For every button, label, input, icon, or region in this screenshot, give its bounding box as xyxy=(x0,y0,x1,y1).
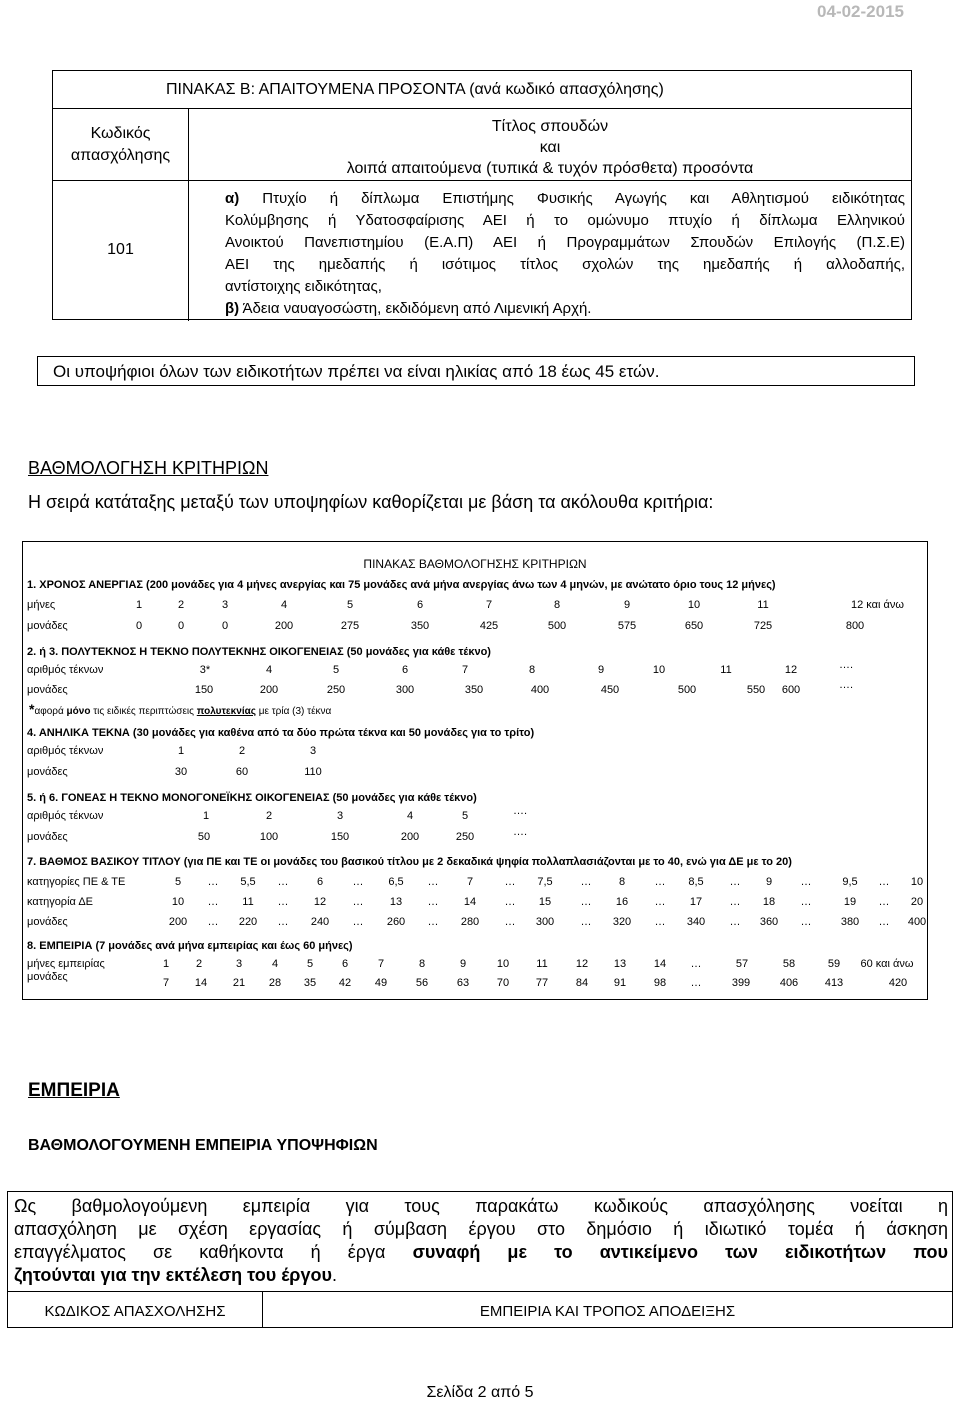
table-cell: 6 xyxy=(416,599,424,611)
experience-description xyxy=(14,1195,948,1287)
table-cell: 5 xyxy=(174,876,182,888)
table-cell: 16 xyxy=(615,896,629,908)
table-cell: 7 xyxy=(377,958,385,970)
table-cell: 400 xyxy=(530,684,550,696)
criteria-title: ΒΑΘΜΟΛΟΓΗΣΗ ΚΡΙΤΗΡΙΩΝ xyxy=(28,458,269,478)
table-cell: 406 xyxy=(779,977,799,989)
footnote-text: τις ειδικές περιπτώσεις xyxy=(90,706,197,717)
table-cell: 650 xyxy=(684,620,704,632)
table-cell: … xyxy=(580,896,592,908)
experience-months-row xyxy=(23,958,927,972)
qualifications-header-line: λοιπά απαιτούμενα (τυπικά & τυχόν πρόσθετα) προσόντα xyxy=(346,160,754,177)
table-cell: 10 xyxy=(652,664,666,676)
qualification-line xyxy=(225,188,905,210)
experience-points-row xyxy=(23,971,927,991)
row-label: αριθμός τέκνων xyxy=(27,664,104,676)
large-family-footnote xyxy=(29,701,331,717)
table-cell: 8 xyxy=(553,599,561,611)
table-cell: 420 xyxy=(888,977,908,989)
row-label: μήνες εμπειρίας xyxy=(27,958,105,970)
row-divider xyxy=(53,180,911,181)
code-column-header: ΚΩΔΙΚΟΣ ΑΠΑΣΧΟΛΗΣΗΣ xyxy=(44,1303,226,1320)
code-header-line: απασχόλησης xyxy=(70,147,171,164)
table-cell: … xyxy=(427,896,439,908)
qualification-line: αντίστοιχης ειδικότητας, xyxy=(225,278,382,295)
table-cell: 57 xyxy=(735,958,749,970)
row-divider xyxy=(8,1291,952,1292)
table-cell: … xyxy=(352,896,364,908)
table-cell: … xyxy=(427,916,439,928)
requirements-table xyxy=(52,70,912,320)
table-cell: 150 xyxy=(330,831,350,843)
table-cell: 1 xyxy=(135,599,143,611)
table-cell: 110 xyxy=(304,766,322,778)
description-line: απασχόληση με σχέση εργασίας ή σύμβαση έργου στο δημόσιο ή ιδιωτικό τομέα ή άσκηση xyxy=(14,1219,948,1239)
table-cell: 17 xyxy=(689,896,703,908)
table-cell: 280 xyxy=(460,916,480,928)
row-label: μονάδες xyxy=(27,684,68,696)
table-cell: … xyxy=(878,916,890,928)
table-cell: 15 xyxy=(538,896,552,908)
table-cell: 1 xyxy=(162,958,170,970)
qualifications-header-line: και xyxy=(539,139,561,156)
table-cell: 4 xyxy=(280,599,288,611)
table-cell: 49 xyxy=(374,977,388,989)
table-cell: 0 xyxy=(221,620,229,632)
table-cell: 11 xyxy=(536,958,548,970)
row-label: κατηγορία ΔΕ xyxy=(27,896,93,908)
table-cell: … xyxy=(352,876,364,888)
table-cell: 2 xyxy=(265,810,273,822)
scoring-table xyxy=(22,541,928,1000)
table-cell: 7 xyxy=(485,599,493,611)
item-b-label: β) xyxy=(225,300,240,317)
table-cell: 8 xyxy=(528,664,536,676)
continuation-mark: …. xyxy=(513,826,528,838)
experience-title: ΕΜΠΕΙΡΙΑ xyxy=(28,1080,120,1101)
section-experience-heading: 8. ΕΜΠΕΙΡΙΑ (7 μονάδες ανά μήνα εμπειρίας και έως 60 μήνες) xyxy=(27,940,353,952)
table-cell: 9 xyxy=(597,664,605,676)
table-cell: 9 xyxy=(459,958,467,970)
table-cell: 1 xyxy=(177,745,185,757)
table-cell: 7 xyxy=(466,876,474,888)
section-large-family-heading: 2. ή 3. ΠΟΛΥΤΕΚΝΟΣ Η ΤΕΚΝΟ ΠΟΛΥΤΕΚΝΗΣ ΟΙΚΟΓΕΝΕΙΑΣ (50 μονάδες για κάθε τέκνο) xyxy=(27,646,491,658)
table-cell: 350 xyxy=(410,620,430,632)
qualification-line: Ανοικτού Πανεπιστημίου (Ε.Α.Π) ΑΕΙ ή Προγραμμάτων Σπουδών Επιλογής (Π.Σ.Ε) xyxy=(225,234,905,251)
table-cell: … xyxy=(800,916,812,928)
table-cell: 725 xyxy=(753,620,773,632)
table-cell: … xyxy=(580,916,592,928)
table-cell: 12 και άνω xyxy=(851,599,904,611)
table-cell: 10 xyxy=(910,876,924,888)
table-cell: 11 xyxy=(242,896,254,908)
table-cell: … xyxy=(800,896,812,908)
table-cell: 3 xyxy=(235,958,243,970)
table-cell: … xyxy=(427,876,439,888)
table-cell: 600 xyxy=(781,684,801,696)
table-cell: 19 xyxy=(843,896,857,908)
table-cell: 150 xyxy=(194,684,214,696)
table-cell: … xyxy=(729,896,741,908)
table-cell: … xyxy=(277,896,289,908)
continuation-mark: …. xyxy=(839,679,854,691)
table-cell: 3 xyxy=(309,745,317,757)
table-cell: 14 xyxy=(653,958,667,970)
table-cell: 20 xyxy=(910,896,924,908)
table-cell: … xyxy=(654,876,666,888)
table-cell: 9 xyxy=(765,876,773,888)
table-cell: 28 xyxy=(268,977,282,989)
table-cell: 12 xyxy=(784,664,798,676)
table-cell: 2 xyxy=(238,745,246,757)
experience-column-header: ΕΜΠΕΙΡΙΑ ΚΑΙ ΤΡΟΠΟΣ ΑΠΟΔΕΙΞΗΣ xyxy=(479,1303,736,1320)
table-cell: 59 xyxy=(827,958,841,970)
description-line: Ως βαθμολογούμενη εμπειρία για τους παρακάτω κωδικούς απασχόλησης νοείται η xyxy=(14,1196,948,1216)
table-cell: 450 xyxy=(600,684,620,696)
minor-children-row xyxy=(23,745,927,759)
degree-grade-points-row xyxy=(23,916,927,930)
qualification-text: Πτυχίο ή δίπλωμα Επιστήμης Φυσικής Αγωγής και Αθλητισμού ειδικότητας xyxy=(262,190,906,207)
table-cell: 7 xyxy=(162,977,170,989)
table-cell: 8,5 xyxy=(688,876,704,888)
row-label: μονάδες xyxy=(27,971,68,983)
table-cell: 0 xyxy=(135,620,143,632)
table-cell: 12 xyxy=(313,896,327,908)
table-cell: 9 xyxy=(623,599,631,611)
table-cell: 13 xyxy=(613,958,627,970)
table-cell: 6,5 xyxy=(388,876,404,888)
table-cell: 7 xyxy=(461,664,469,676)
page-number: Σελίδα 2 από 5 xyxy=(426,1384,534,1401)
table-cell: 0 xyxy=(177,620,185,632)
table-cell: 60 xyxy=(235,766,249,778)
qualification-line: ΑΕΙ της ημεδαπής ή ισότιμος τίτλος σχολών της ημεδαπής ή αλλοδαπής, xyxy=(225,256,905,273)
table-cell: 77 xyxy=(535,977,549,989)
row-label: μήνες xyxy=(27,599,56,611)
table-cell: … xyxy=(690,958,702,970)
table-cell: 5 xyxy=(461,810,469,822)
table-cell: 500 xyxy=(677,684,697,696)
table-cell: 320 xyxy=(612,916,632,928)
item-a-label: α) xyxy=(225,190,240,207)
table-cell: … xyxy=(207,896,219,908)
qualification-line xyxy=(225,298,905,320)
row-label: κατηγορίες ΠΕ & ΤΕ xyxy=(27,876,126,888)
table-cell: … xyxy=(654,896,666,908)
table-cell: … xyxy=(878,876,890,888)
row-label: μονάδες xyxy=(27,831,68,843)
table-cell: 60 και άνω xyxy=(860,958,914,970)
table-cell: … xyxy=(504,876,516,888)
table-cell: … xyxy=(207,916,219,928)
table-cell: 360 xyxy=(759,916,779,928)
table-cell: 5 xyxy=(346,599,354,611)
requirements-table-title: ΠΙΝΑΚΑΣ Β: ΑΠΑΙΤΟΥΜΕΝΑ ΠΡΟΣΟΝΤΑ (ανά κωδικό απασχόλησης) xyxy=(53,71,911,109)
table-cell: 250 xyxy=(455,831,475,843)
experience-subtitle: ΒΑΘΜΟΛΟΓΟΥΜΕΝΗ ΕΜΠΕΙΡΙΑ ΥΠΟΨΗΦΙΩΝ xyxy=(28,1137,378,1154)
table-cell: 5,5 xyxy=(240,876,256,888)
description-text: . xyxy=(331,1265,337,1285)
table-cell: 4 xyxy=(406,810,414,822)
table-cell: 3* xyxy=(199,664,211,676)
table-cell: 275 xyxy=(340,620,360,632)
table-cell: 56 xyxy=(415,977,429,989)
table-cell: … xyxy=(504,896,516,908)
table-cell: 300 xyxy=(395,684,415,696)
table-cell: 399 xyxy=(731,977,751,989)
code-header-line: Κωδικός xyxy=(90,125,151,142)
table-cell: 575 xyxy=(617,620,637,632)
table-cell: 350 xyxy=(464,684,484,696)
qualifications-header-line: Τίτλος σπουδών xyxy=(491,118,609,135)
table-cell: 1 xyxy=(202,810,210,822)
table-cell: … xyxy=(878,896,890,908)
table-cell: 240 xyxy=(310,916,330,928)
table-cell: 2 xyxy=(195,958,203,970)
row-label: αριθμός τέκνων xyxy=(27,810,104,822)
table-cell: 4 xyxy=(265,664,273,676)
qualification-line: Κολύμβησης ή Υδατοσφαίρισης ΑΕΙ ή το ομώνυμο πτυχίο ή δίπλωμα Ελληνικού xyxy=(225,212,905,229)
table-cell: 11 xyxy=(720,664,732,676)
table-cell: 413 xyxy=(824,977,844,989)
large-family-children-row xyxy=(23,659,927,678)
table-cell: 6 xyxy=(316,876,324,888)
row-label: μονάδες xyxy=(27,916,68,928)
table-cell: 500 xyxy=(547,620,567,632)
table-cell: 380 xyxy=(840,916,860,928)
unemployment-points-row xyxy=(23,620,927,634)
table-cell: … xyxy=(690,977,702,989)
table-cell: 2 xyxy=(177,599,185,611)
table-cell: 260 xyxy=(386,916,406,928)
large-family-points-row xyxy=(23,679,927,698)
degree-grade-de-row xyxy=(23,896,927,910)
table-cell: 42 xyxy=(338,977,352,989)
table-cell: 14 xyxy=(463,896,477,908)
table-cell: 3 xyxy=(221,599,229,611)
table-cell: 5 xyxy=(332,664,340,676)
continuation-mark: …. xyxy=(839,659,854,671)
table-cell: … xyxy=(729,916,741,928)
scoring-table-title: ΠΙΝΑΚΑΣ ΒΑΘΜΟΛΟΓΗΣΗΣ ΚΡΙΤΗΡΙΩΝ xyxy=(363,557,587,571)
qualification-text: Άδεια ναυαγοσώστη, εκδιδόμενη από Λιμενική Αρχή. xyxy=(242,300,592,317)
minor-children-points-row xyxy=(23,766,927,780)
table-cell: 63 xyxy=(456,977,470,989)
footnote-text: με τρία (3) τέκνα xyxy=(255,706,332,717)
row-label: μονάδες xyxy=(27,620,68,632)
table-cell: … xyxy=(352,916,364,928)
table-cell: 7,5 xyxy=(537,876,553,888)
table-cell: 50 xyxy=(197,831,211,843)
table-cell: 12 xyxy=(575,958,589,970)
description-line xyxy=(14,1264,948,1287)
table-cell: 4 xyxy=(271,958,279,970)
table-cell: 400 xyxy=(907,916,927,928)
section-degree-grade-heading: 7. ΒΑΘΜΟΣ ΒΑΣΙΚΟΥ ΤΙΤΛΟΥ (για ΠΕ και ΤΕ οι μονάδες του βασικού τίτλου με 2 δεκαδικά ψηφία πολλαπλασιάζονται με το 40, ενώ για ΔΕ με το 20) xyxy=(27,856,792,868)
single-parent-points-row xyxy=(23,826,927,845)
table-cell: 18 xyxy=(762,896,776,908)
table-cell: 98 xyxy=(653,977,667,989)
criteria-subtitle: Η σειρά κατάταξης μεταξύ των υποψηφίων καθορίζεται με βάση τα ακόλουθα κριτήρια: xyxy=(28,492,714,512)
table-cell: … xyxy=(580,876,592,888)
row-label: μονάδες xyxy=(27,766,68,778)
table-cell: 200 xyxy=(259,684,279,696)
table-cell: 91 xyxy=(613,977,627,989)
table-cell: 550 xyxy=(746,684,766,696)
table-cell: 8 xyxy=(418,958,426,970)
table-cell: 220 xyxy=(238,916,258,928)
table-cell: 200 xyxy=(274,620,294,632)
qualifications-column-header xyxy=(189,116,911,179)
degree-grade-pe-row xyxy=(23,876,927,890)
description-emphasis: ζητούνται για την εκτέλεση του έργου xyxy=(14,1265,332,1285)
single-parent-children-row xyxy=(23,805,927,824)
table-cell: 70 xyxy=(496,977,510,989)
table-cell: 100 xyxy=(259,831,279,843)
table-cell: 14 xyxy=(194,977,208,989)
table-cell: … xyxy=(277,916,289,928)
table-cell: 300 xyxy=(535,916,555,928)
section-minor-children-heading: 4. ΑΝΗΛΙΚΑ ΤΕΚΝΑ (30 μονάδες για καθένα από τα δύο πρώτα τέκνα και 50 μονάδες για το τρίτο) xyxy=(27,727,535,739)
table-cell: 8 xyxy=(618,876,626,888)
table-cell: 340 xyxy=(686,916,706,928)
table-cell: 84 xyxy=(575,977,589,989)
qualifications-text xyxy=(225,188,905,320)
description-text: επαγγέλματος σε καθήκοντα ή έργα xyxy=(14,1242,413,1262)
table-cell: … xyxy=(729,876,741,888)
age-requirement-note: Οι υποψήφιοι όλων των ειδικοτήτων πρέπει να είναι ηλικίας από 18 έως 45 ετών. xyxy=(37,356,915,386)
table-cell: 21 xyxy=(232,977,246,989)
table-cell: 250 xyxy=(326,684,346,696)
table-cell: 30 xyxy=(174,766,188,778)
table-cell: 9,5 xyxy=(842,876,858,888)
table-cell: 13 xyxy=(389,896,403,908)
code-column-header xyxy=(53,123,188,167)
table-cell: 800 xyxy=(845,620,865,632)
table-cell: 3 xyxy=(336,810,344,822)
table-cell: 6 xyxy=(401,664,409,676)
experience-table xyxy=(7,1191,953,1328)
description-emphasis: συναφή με το αντικείμενο των ειδικοτήτων που xyxy=(412,1242,948,1262)
unemployment-months-row xyxy=(23,599,927,613)
table-cell: 10 xyxy=(687,599,701,611)
table-cell: … xyxy=(504,916,516,928)
description-line xyxy=(14,1241,948,1264)
employment-code: 101 xyxy=(107,241,134,258)
section-unemployment-heading: 1. ΧΡΟΝΟΣ ΑΝΕΡΓΙΑΣ (200 μονάδες για 4 μήνες ανεργίας και 75 μονάδες ανά μήνα ανεργίας άνω των 4 μηνών, με ανώτατο όριο τους 12 μήνες) xyxy=(27,579,776,591)
table-cell: 200 xyxy=(400,831,420,843)
table-cell: … xyxy=(207,876,219,888)
footnote-text: αφορά xyxy=(34,706,67,717)
continuation-mark: …. xyxy=(513,805,528,817)
table-cell: … xyxy=(800,876,812,888)
table-cell: … xyxy=(277,876,289,888)
table-cell: 58 xyxy=(782,958,796,970)
table-cell: 10 xyxy=(171,896,185,908)
header-date: 04-02-2015 xyxy=(817,2,904,21)
table-cell: … xyxy=(654,916,666,928)
row-label: αριθμός τέκνων xyxy=(27,745,104,757)
table-cell: 425 xyxy=(479,620,499,632)
footnote-emphasis: πολυτεκνίας xyxy=(196,706,256,717)
footnote-emphasis: μόνο xyxy=(66,706,91,717)
table-cell: 5 xyxy=(306,958,314,970)
table-cell: 200 xyxy=(168,916,188,928)
table-cell: 6 xyxy=(341,958,349,970)
section-single-parent-heading: 5. ή 6. ΓΟΝΕΑΣ Η ΤΕΚΝΟ ΜΟΝΟΓΟΝΕΪΚΗΣ ΟΙΚΟΓΕΝΕΙΑΣ (50 μονάδες για κάθε τέκνο) xyxy=(27,792,477,804)
table-cell: 11 xyxy=(757,599,769,611)
table-cell: 35 xyxy=(303,977,317,989)
table-cell: 10 xyxy=(496,958,510,970)
footnote-star: * xyxy=(29,701,35,717)
